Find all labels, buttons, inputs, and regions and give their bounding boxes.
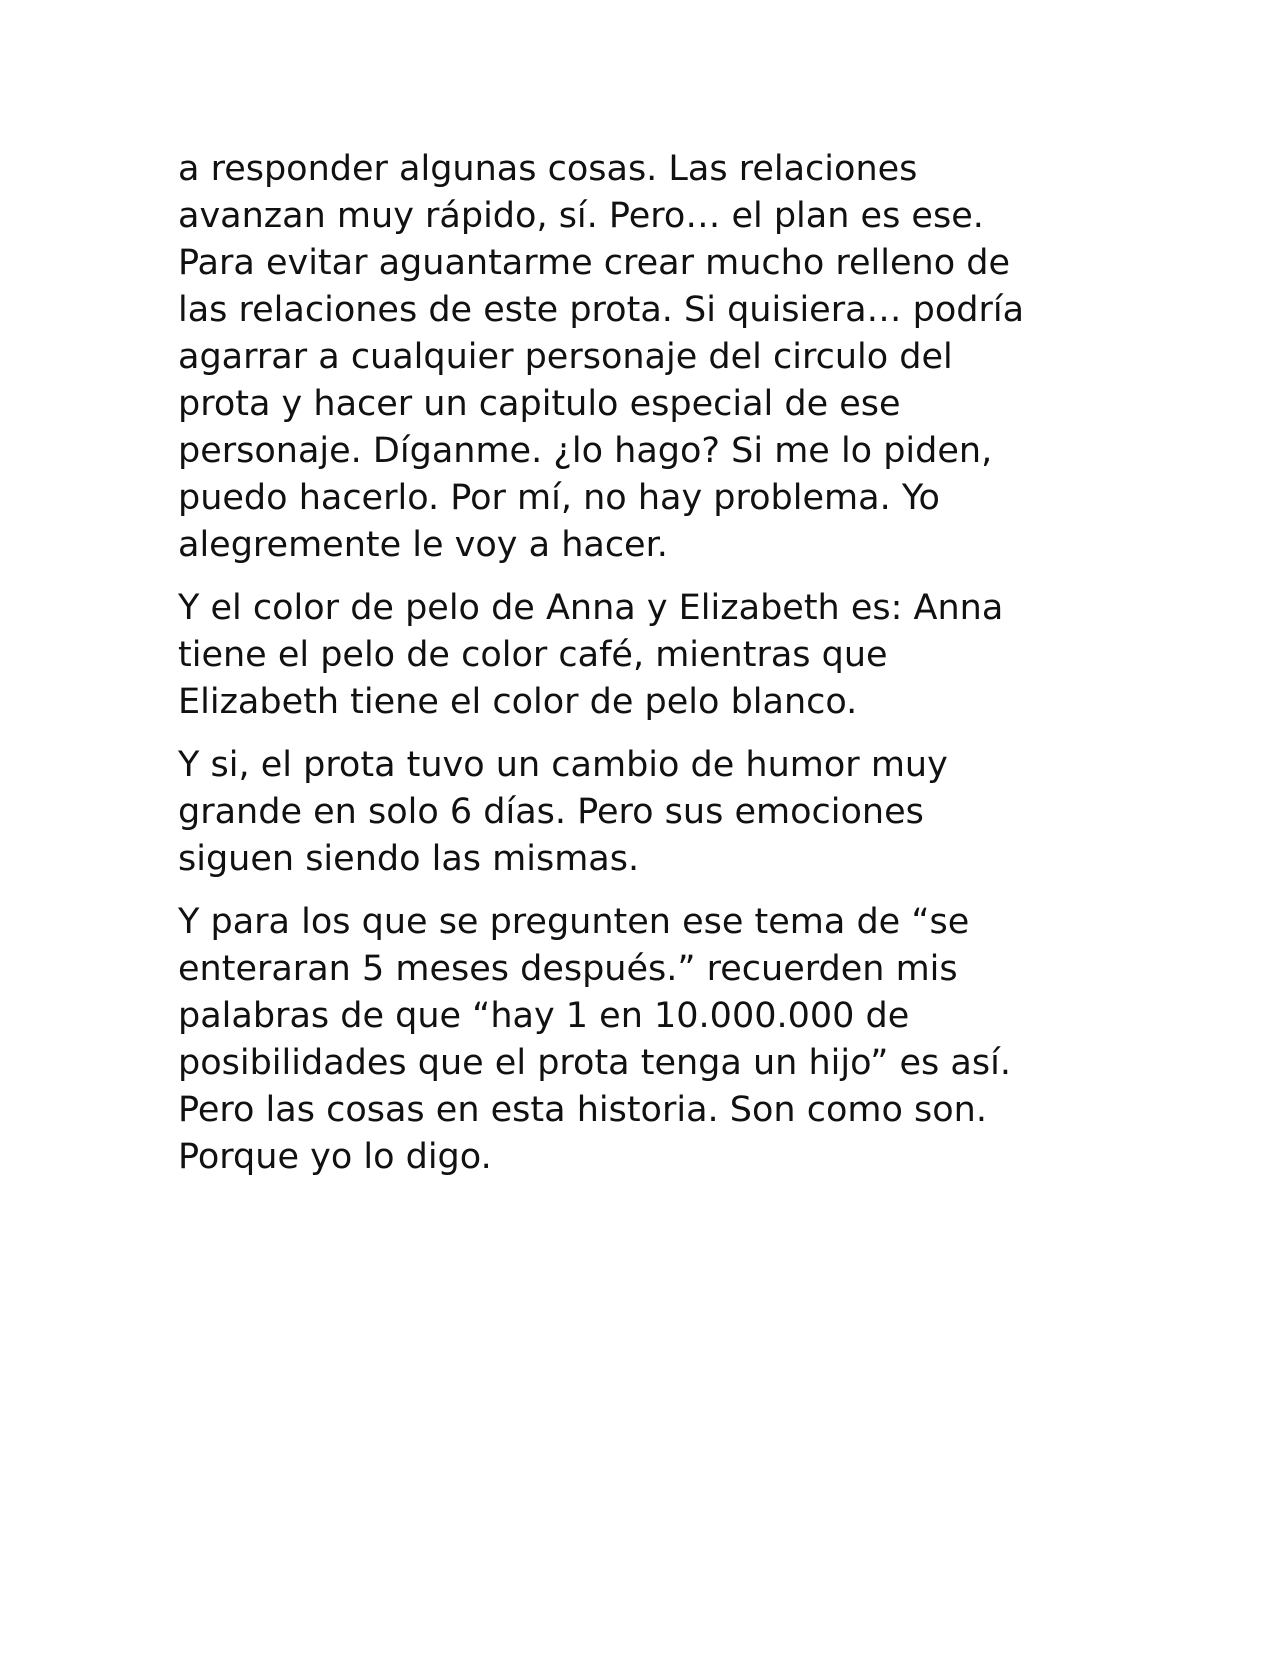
- text-line: Y si, el prota tuvo un cambio de humor muy: [178, 745, 948, 785]
- text-line: avanzan muy rápido, sí. Pero… el plan es ese.: [178, 196, 984, 236]
- text-line: siguen siendo las mismas.: [178, 839, 640, 879]
- text-line: grande en solo 6 días. Pero sus emociones: [178, 792, 924, 832]
- text-line: alegremente le voy a hacer.: [178, 525, 668, 565]
- text-line: posibilidades que el prota tenga un hijo” es así.: [178, 1043, 1011, 1083]
- paragraph-4: [178, 899, 1118, 1181]
- text-line: agarrar a cualquier personaje del circulo del: [178, 337, 953, 377]
- paragraph-3: [178, 742, 1118, 883]
- text-line: Y el color de pelo de Anna y Elizabeth es: Anna: [178, 588, 1004, 628]
- text-line: puedo hacerlo. Por mí, no hay problema. Yo: [178, 478, 940, 518]
- text-line: Para evitar aguantarme crear mucho relleno de: [178, 243, 1010, 283]
- text-line: a responder algunas cosas. Las relaciones: [178, 149, 918, 189]
- text-line: Y para los que se pregunten ese tema de “se: [178, 902, 970, 942]
- paragraph-1: [178, 146, 1118, 569]
- text-line: las relaciones de este prota. Si quisiera… podría: [178, 290, 1025, 330]
- text-line: enteraran 5 meses después.” recuerden mis: [178, 949, 958, 989]
- text-line: prota y hacer un capitulo especial de ese: [178, 384, 901, 424]
- text-line: personaje. Díganme. ¿lo hago? Si me lo piden,: [178, 431, 993, 471]
- document-body: [178, 146, 1118, 1197]
- text-line: Pero las cosas en esta historia. Son como son.: [178, 1090, 987, 1130]
- text-line: tiene el pelo de color café, mientras que: [178, 635, 888, 675]
- text-line: Elizabeth tiene el color de pelo blanco.: [178, 682, 858, 722]
- text-line: palabras de que “hay 1 en 10.000.000 de: [178, 996, 910, 1036]
- paragraph-2: [178, 585, 1118, 726]
- text-line: Porque yo lo digo.: [178, 1137, 492, 1177]
